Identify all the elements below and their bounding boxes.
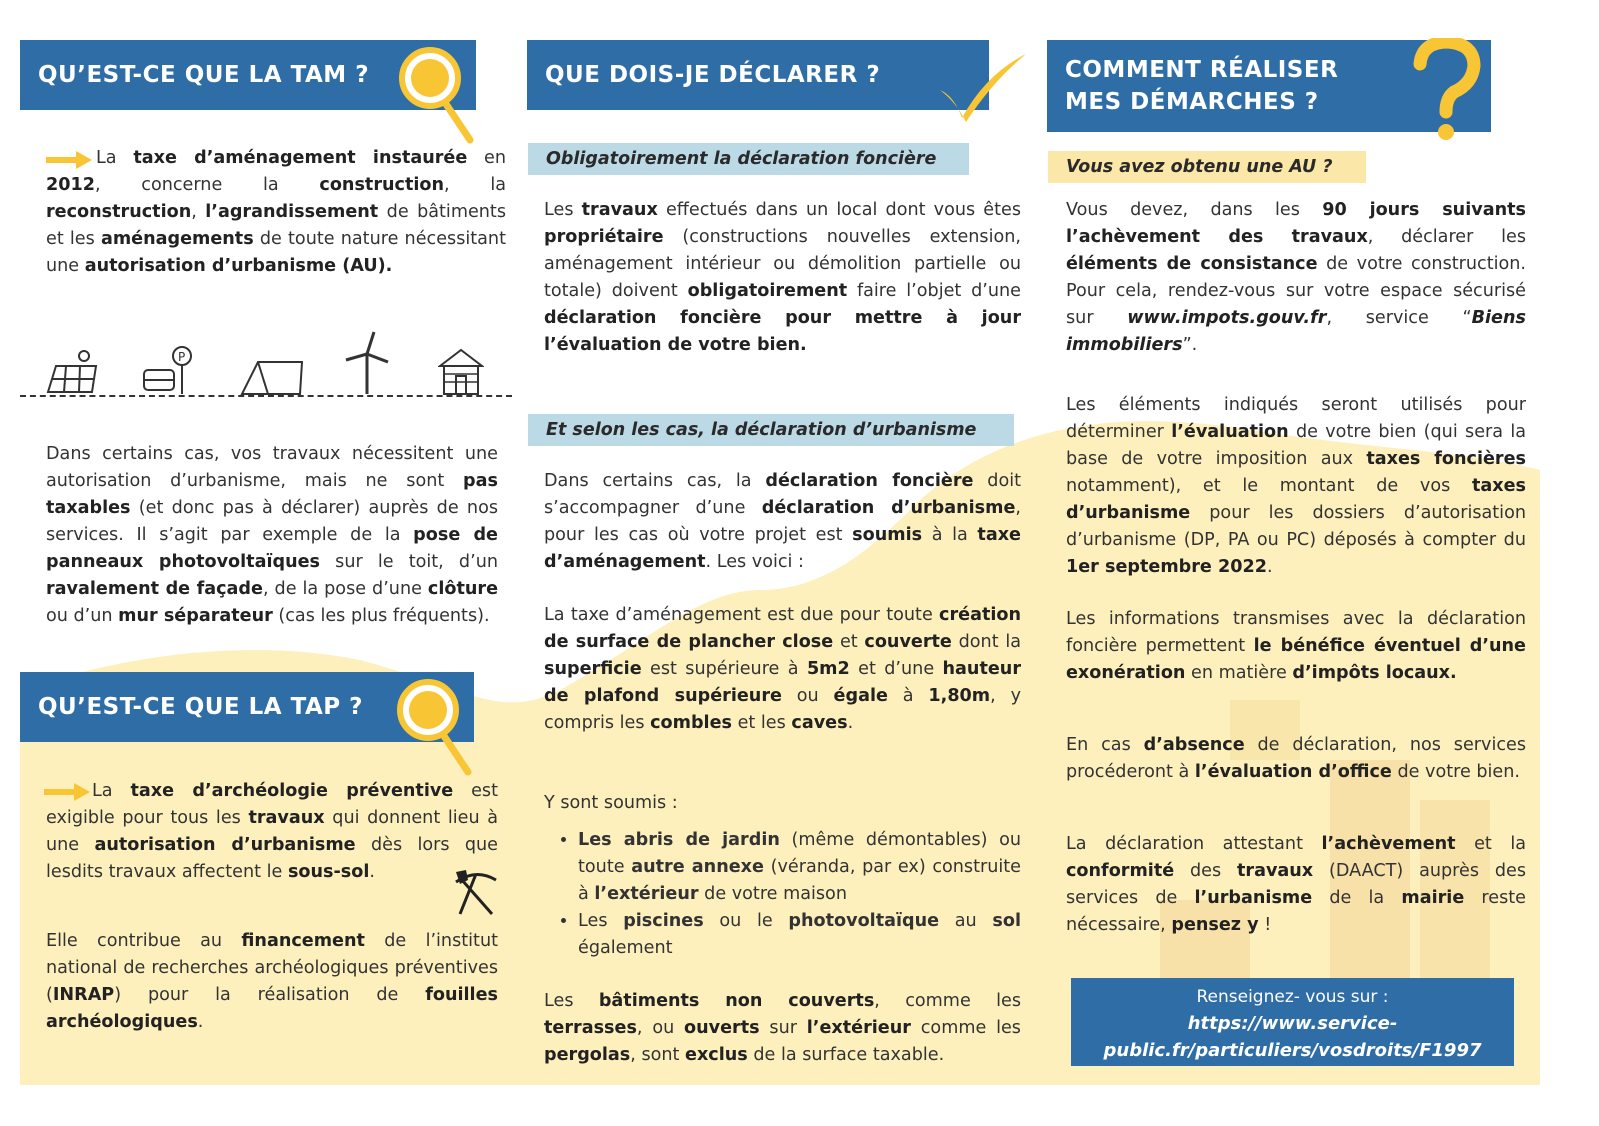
- question-mark-icon: [1410, 38, 1482, 142]
- solar-panel-icon: [44, 346, 100, 396]
- tent-icon: [240, 352, 304, 396]
- checkmark-icon: [936, 52, 1028, 124]
- magnifier-icon: [396, 676, 476, 776]
- declare-paragraph-5: Les bâtiments non couverts, comme les terrasses, ou ouverts sur l’extérieur comme les pergolas, sont exclus de la surface taxable.: [544, 991, 1021, 1065]
- pickaxe-shovel-icon: [452, 868, 498, 918]
- tam-paragraph-2: Dans certains cas, vos travaux nécessitent une autorisation d’urbanisme, mais ne sont pas taxables (et donc pas à déclarer) auprès de nos services. Il s’agit par exemple de la pose de panneaux photovoltaïques sur le toit, d’un ravalement de façade, de la pose d’une clôture ou d’un mur séparateur (cas les plus fréquents).: [46, 444, 498, 626]
- tam-title: QU’EST-CE QUE LA TAM ?: [38, 62, 370, 88]
- steps-paragraph-3: Les informations transmises avec la déclaration foncière permettent le bénéfice éventuel d’une exonération en matière d’impôts locaux.: [1066, 609, 1526, 683]
- declare-paragraph-1: Les travaux effectués dans un local dont vous êtes propriétaire (constructions nouvelles extension, aménagement intérieur ou démolition partielle ou totale) doivent obligatoirement faire l’objet d’une déclaration foncière pour mettre à jour l’évaluation de votre bien.: [544, 200, 1021, 355]
- steps-paragraph-2: Les éléments indiqués seront utilisés pour déterminer l’évaluation de votre bien (qui sera la base de votre imposition aux taxes foncières notamment), et le montant de vos taxes d’urbanisme pour les dossiers d’autorisation d’urbanisme (DP, PA ou PC) déposés à compter du 1er septembre 2022.: [1066, 395, 1527, 577]
- wind-turbine-icon: [342, 330, 392, 396]
- tap-paragraph-2: Elle contribue au financement de l’institut national de recherches archéologiques préventives (INRAP) pour la réalisation de fouilles archéologiques.: [46, 931, 498, 1032]
- steps-paragraph-5: La déclaration attestant l’achèvement et la conformité des travaux (DAACT) auprès des services de l’urbanisme de la mairie reste nécessaire, pensez y !: [1066, 834, 1526, 935]
- info-label: Renseignez- vous sur :: [1196, 987, 1389, 1007]
- info-box: [1071, 978, 1514, 1066]
- tam-paragraph-1: La taxe d’aménagement instaurée en 2012, concerne la construction, la reconstruction, l’agrandissement de bâtiments et les aménagements de toute nature nécessitant une autorisation d’urbanisme (AU).: [46, 148, 507, 276]
- steps-paragraph-1: Vous devez, dans les 90 jours suivants l’achèvement des travaux, déclarer les éléments de consistance de votre construction. Pour cela, rendez-vous sur votre espace sécurisé sur www.impots.gouv.fr, service “Biens immobiliers”.: [1066, 200, 1526, 355]
- service-public-link[interactable]: https://www.service-: [1187, 1013, 1398, 1034]
- shed-icon: [438, 346, 484, 396]
- service-public-link-cont[interactable]: public.fr/particuliers/vosdroits/F1997: [1103, 1040, 1482, 1061]
- declare-paragraph-4: Y sont soumis :: [544, 793, 678, 813]
- ground-line: [20, 395, 512, 397]
- declare-paragraph-3: La taxe d’aménagement est due pour toute création de surface de plancher close et couverte dont la superficie est supérieure à 5m2 et d’une hauteur de plafond supérieure ou égale à 1,80m, y compris les combles et les caves.: [544, 605, 1021, 733]
- tap-paragraph-1: La taxe d’archéologie préventive est exigible pour tous les travaux qui donnent lieu à une autorisation d’urbanisme dès lors que lesdits travaux affectent le sous-sol.: [46, 781, 499, 882]
- list-item: • Les abris de jardin (même démontables) ou toute autre annexe (véranda, par ex) construite à l’extérieur de votre maison: [578, 827, 1021, 908]
- declare-title: QUE DOIS-JE DÉCLARER ?: [545, 62, 881, 88]
- subhead-declaration-urbanisme: Et selon les cas, la déclaration d’urbanisme: [528, 414, 1014, 446]
- subhead-au: Vous avez obtenu une AU ?: [1048, 151, 1366, 183]
- declare-title-banner: [527, 40, 989, 110]
- car-parking-icon: [140, 344, 196, 396]
- steps-paragraph-4: En cas d’absence de déclaration, nos services procéderont à l’évaluation d’office de votre bien.: [1066, 735, 1526, 782]
- tap-title: QU’EST-CE QUE LA TAP ?: [38, 694, 364, 720]
- steps-title-line-2: MES DÉMARCHES ?: [1065, 89, 1319, 115]
- list-item: • Les piscines ou le photovoltaïque au sol également: [578, 908, 1021, 962]
- svg-text:P: P: [178, 350, 186, 364]
- subject-list: [544, 827, 1021, 962]
- subhead-declaration-fonciere: Obligatoirement la déclaration foncière: [528, 143, 969, 175]
- steps-title-line-1: COMMENT RÉALISER: [1065, 57, 1339, 83]
- magnifier-icon: [398, 44, 478, 144]
- declare-paragraph-2: Dans certains cas, la déclaration foncière doit s’accompagner d’une déclaration d’urbanisme, pour les cas où votre projet est soumis à la taxe d’aménagement. Les voici :: [544, 471, 1021, 572]
